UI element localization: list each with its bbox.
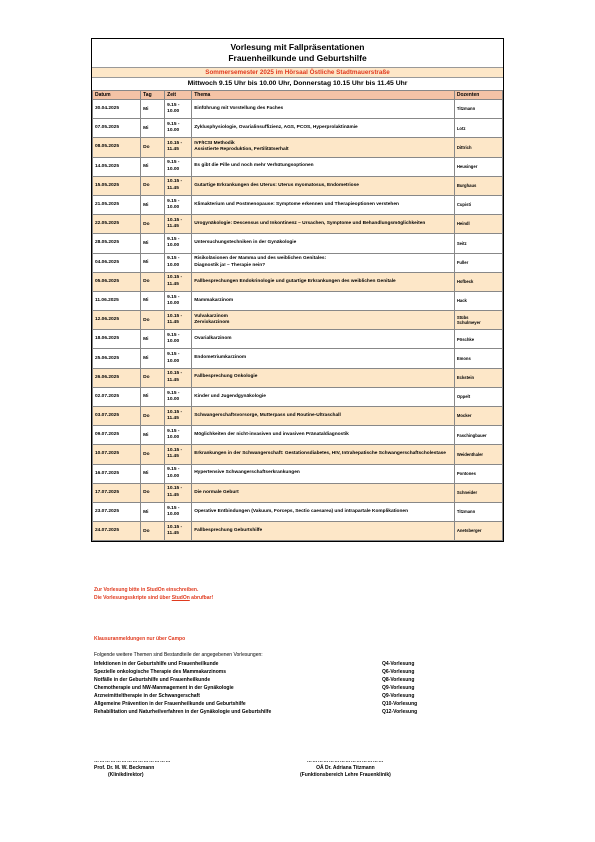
cell-topic: Untersuchungstechniken in der Gynäkologie (192, 234, 455, 253)
schedule-frame (91, 38, 504, 542)
cell-topic: Klimakterium und Postmenopause: Symptome erkennen und Therapieoptionen verstehen (192, 195, 455, 214)
cell-topic: Urogynäkologie: Descensus und Inkontinenz – Ursachen, Symptome und Behandlungsmöglichkeiten (192, 215, 455, 234)
cell-time: 9.15 - 10.00 (165, 195, 192, 214)
exam-topic-lecture: Q9-Vorlesung (382, 693, 415, 699)
cell-lecturer: Faschingbauer (454, 426, 502, 445)
table-row (93, 234, 503, 253)
cell-date: 10.07.2025 (93, 445, 141, 464)
table-row (93, 157, 503, 176)
table-row (93, 407, 503, 426)
table-row (93, 176, 503, 195)
cell-topic: Schwangerschaftsvorsorge, Mutterpass und Routine-Ultraschall (192, 407, 455, 426)
studon-notes (94, 586, 213, 602)
cell-lecturer: Eckstein (454, 368, 502, 387)
exam-topic-item (94, 685, 434, 693)
cell-day: Mi (141, 502, 165, 521)
cell-topic: Gutartige Erkrankungen des Uterus: Uterus myomatosus, Endometriose (192, 176, 455, 195)
cell-lecturer: Heindl (454, 215, 502, 234)
cell-time: 9.15 - 10.00 (165, 464, 192, 483)
cell-topic: Operative Entbindungen (Vakuum, Forceps, Sectio caesarea) und intrapartale Komplikationen (192, 502, 455, 521)
cell-topic: Einführung mit Vorstellung des Faches (192, 100, 455, 119)
cell-day: Do (141, 272, 165, 291)
cell-date: 11.06.2025 (93, 291, 141, 310)
cell-time: 9.15 - 10.00 (165, 253, 192, 272)
cell-day: Do (141, 522, 165, 541)
cell-day: Mi (141, 100, 165, 119)
table-header-row (93, 91, 503, 100)
exam-topic-name: Chemotherapie und NW-Manmagement in der Gynäkologie (94, 685, 234, 691)
cell-lecturer: Pontones (454, 464, 502, 483)
exam-topic-name: Spezielle onkologische Therapie des Mammakarzinoms (94, 669, 226, 675)
cell-time: 9.15 - 10.00 (165, 119, 192, 138)
cell-day: Mi (141, 426, 165, 445)
cell-topic: Kinder und Jugendgynäkologie (192, 387, 455, 406)
cell-day: Do (141, 445, 165, 464)
cell-date: 17.07.2025 (93, 483, 141, 502)
cell-day: Do (141, 176, 165, 195)
cell-topic: Vulvakarzinom Zervixkarzinom (192, 311, 455, 330)
cell-time: 9.15 - 10.00 (165, 157, 192, 176)
cell-day: Mi (141, 387, 165, 406)
cell-topic: Zyklusphysiologie, Ovarialinsuffizienz, AGS, PCOS, Hyperprolaktinämie (192, 119, 455, 138)
table-row (93, 483, 503, 502)
cell-lecturer: Burghaus (454, 176, 502, 195)
cell-time: 10.15 - 11.45 (165, 311, 192, 330)
table-row (93, 387, 503, 406)
cell-day: Mi (141, 349, 165, 368)
cell-topic: Die normale Geburt (192, 483, 455, 502)
cell-day: Mi (141, 157, 165, 176)
cell-date: 12.06.2025 (93, 311, 141, 330)
signature-role: (Klinikdirektor) (108, 772, 144, 778)
lecture-times: Mittwoch 9.15 Uhr bis 10.00 Uhr, Donnerstag 10.15 Uhr bis 11.45 Uhr (187, 80, 408, 87)
table-row (93, 195, 503, 214)
cell-date: 07.05.2025 (93, 119, 141, 138)
cell-date: 02.07.2025 (93, 387, 141, 406)
table-row (93, 368, 503, 387)
cell-time: 10.15 - 11.45 (165, 176, 192, 195)
cell-date: 24.07.2025 (93, 522, 141, 541)
cell-lecturer: Fuller (454, 253, 502, 272)
cell-lecturer: Lotz (454, 119, 502, 138)
cell-time: 10.15 - 11.45 (165, 272, 192, 291)
cell-lecturer: Pöschke (454, 330, 502, 349)
table-row (93, 291, 503, 310)
cell-date: 26.06.2025 (93, 368, 141, 387)
cell-day: Mi (141, 291, 165, 310)
cell-lecturer: Oppelt (454, 387, 502, 406)
column-header-date: Datum (93, 91, 141, 100)
cell-day: Mi (141, 195, 165, 214)
cell-lecturer: Titzmann (454, 100, 502, 119)
studon-note-2-suffix: abrufbar! (189, 595, 214, 601)
exam-topic-lecture: Q10-Vorlesung (382, 701, 418, 707)
studon-note-1: Zur Vorlesung bitte in StudOn einschreiben. (94, 587, 199, 593)
table-row (93, 445, 503, 464)
cell-day: Do (141, 368, 165, 387)
table-row (93, 349, 503, 368)
exam-intro: Folgende weitere Themen sind Bestandteile der angegebenen Vorlesungen: (94, 652, 263, 658)
cell-date: 15.05.2025 (93, 176, 141, 195)
cell-lecturer: Stübs Schulmeyer (454, 311, 502, 330)
table-row (93, 330, 503, 349)
table-row (93, 119, 503, 138)
table-row (93, 311, 503, 330)
table-row (93, 138, 503, 157)
exam-registration-heading: Klausuranmeldungen nur über Campo (94, 636, 186, 642)
cell-date: 23.07.2025 (93, 502, 141, 521)
cell-day: Do (141, 483, 165, 502)
exam-topic-name: Notfälle in der Geburtshilfe und Frauenheilkunde (94, 677, 211, 683)
cell-day: Mi (141, 119, 165, 138)
cell-time: 10.15 - 11.45 (165, 483, 192, 502)
schedule-table (92, 90, 503, 541)
cell-time: 10.15 - 11.45 (165, 445, 192, 464)
semester-banner: Sommersemester 2025 im Hörsaal Östliche Stadtmauerstraße (92, 67, 503, 78)
exam-topic-item (94, 669, 434, 677)
cell-lecturer: Hack (454, 291, 502, 310)
cell-topic: Hypertensive Schwangerschaftserkrankungen (192, 464, 455, 483)
cell-time: 9.15 - 10.00 (165, 426, 192, 445)
cell-time: 10.15 - 11.45 (165, 407, 192, 426)
cell-date: 03.07.2025 (93, 407, 141, 426)
cell-lecturer: Mocker (454, 407, 502, 426)
cell-time: 9.15 - 10.00 (165, 330, 192, 349)
page-title (92, 39, 503, 64)
cell-topic: Risikoläsionen der Mamma und des weiblichen Genitales: Diagnostik ja! – Therapie nein? (192, 253, 455, 272)
exam-topic-lecture: Q8-Vorlesung (382, 677, 415, 683)
exam-topic-name: Infektionen in der Geburtshilfe und Frauenheilkunde (94, 661, 219, 667)
cell-topic: Fallbesprechung Geburtshilfe (192, 522, 455, 541)
cell-day: Mi (141, 234, 165, 253)
cell-lecturer: Cupisti (454, 195, 502, 214)
cell-time: 9.15 - 10.00 (165, 349, 192, 368)
cell-topic: Ovarialkarzinom (192, 330, 455, 349)
signature-line: …………………………………… (306, 758, 384, 764)
cell-topic: IVF/ICSI Methodik Assistierte Reproduktion, Fertilitätserhalt (192, 138, 455, 157)
cell-day: Do (141, 215, 165, 234)
signature-role: (Funktionsbereich Lehre Frauenklinik) (300, 772, 391, 778)
cell-lecturer: Schneider (454, 483, 502, 502)
table-row (93, 215, 503, 234)
cell-time: 10.15 - 11.45 (165, 522, 192, 541)
cell-date: 08.05.2025 (93, 138, 141, 157)
exam-topic-name: Arzneimitteltherapie in der Schwangerschaft (94, 693, 200, 699)
cell-day: Do (141, 138, 165, 157)
table-row (93, 464, 503, 483)
exam-topic-item (94, 701, 434, 709)
column-header-day: Tag (141, 91, 165, 100)
cell-lecturer: Anetsberger (454, 522, 502, 541)
cell-date: 14.05.2025 (93, 157, 141, 176)
cell-lecturer: Heusinger (454, 157, 502, 176)
table-row (93, 253, 503, 272)
table-row (93, 426, 503, 445)
studon-note-2-prefix: Die Vorlesungsskripte sind über (94, 595, 172, 601)
signature-left (94, 758, 171, 779)
exam-topic-lecture: Q9-Vorlesung (382, 685, 415, 691)
cell-lecturer: Hofbeck (454, 272, 502, 291)
cell-lecturer: Dittrich (454, 138, 502, 157)
signature-name: Prof. Dr. M. W. Beckmann (94, 765, 155, 771)
cell-time: 10.15 - 11.45 (165, 215, 192, 234)
cell-lecturer: Weidenthaler (454, 445, 502, 464)
cell-date: 21.05.2025 (93, 195, 141, 214)
exam-topic-item (94, 709, 434, 717)
title-line-2: Frauenheilkunde und Geburtshilfe (228, 53, 367, 63)
cell-topic: Fallbesprechung Onkologie (192, 368, 455, 387)
exam-topic-lecture: Q4-Vorlesung (382, 661, 415, 667)
cell-time: 9.15 - 10.00 (165, 387, 192, 406)
exam-topic-lecture: Q12-Vorlesung (382, 709, 418, 715)
exam-topic-name: Rehabilitation und Naturheilverfahren in der Gynäkologie und Geburtshilfe (94, 709, 272, 715)
cell-date: 28.05.2025 (93, 234, 141, 253)
cell-topic: Mammakarzinom (192, 291, 455, 310)
cell-day: Do (141, 407, 165, 426)
cell-topic: Fallbesprechungen Endokrinologie und gutartige Erkrankungen des weiblichen Genitale (192, 272, 455, 291)
cell-topic: Erkrankungen in der Schwangerschaft: Gestationsdiabetes, HIV, Intrahepatische Schwangerschaftscholestase (192, 445, 455, 464)
cell-topic: Möglichkeiten der nicht-invasiven und invasiven Pränataldiagnostik (192, 426, 455, 445)
exam-topic-item (94, 661, 434, 669)
studon-note-2 (94, 594, 213, 602)
table-row (93, 100, 503, 119)
cell-lecturer: Titzmann (454, 502, 502, 521)
cell-time: 10.15 - 11.45 (165, 368, 192, 387)
cell-day: Do (141, 311, 165, 330)
exam-topic-item (94, 693, 434, 701)
studon-link[interactable]: StudOn (171, 595, 190, 601)
cell-date: 30.04.2025 (93, 100, 141, 119)
cell-topic: Es gibt die Pille und noch mehr Verhütungsoptionen (192, 157, 455, 176)
cell-date: 04.06.2025 (93, 253, 141, 272)
cell-day: Mi (141, 464, 165, 483)
column-header-time: Zeit (165, 91, 192, 100)
column-header-topic: Thema (192, 91, 455, 100)
cell-lecturer: Seitz (454, 234, 502, 253)
cell-date: 05.06.2025 (93, 272, 141, 291)
table-row (93, 272, 503, 291)
cell-date: 25.06.2025 (93, 349, 141, 368)
cell-date: 09.07.2025 (93, 426, 141, 445)
cell-date: 22.05.2025 (93, 215, 141, 234)
cell-date: 18.06.2025 (93, 330, 141, 349)
cell-day: Mi (141, 330, 165, 349)
cell-time: 9.15 - 10.00 (165, 234, 192, 253)
exam-topic-lecture: Q6-Vorlesung (382, 669, 415, 675)
column-header-lecturer: Dozenten (454, 91, 502, 100)
cell-time: 10.15 - 11.45 (165, 138, 192, 157)
exam-topic-name: Allgemeine Prävention in der Frauenheilkunde und Geburtshilfe (94, 701, 246, 707)
signature-name: OÄ Dr. Adriana Titzmann (316, 765, 375, 771)
table-row (93, 522, 503, 541)
exam-topic-item (94, 677, 434, 685)
signature-right (300, 758, 391, 779)
signature-line: …………………………………… (94, 758, 171, 764)
title-line-1: Vorlesung mit Fallpräsentationen (230, 42, 365, 52)
cell-day: Mi (141, 253, 165, 272)
cell-time: 9.15 - 10.00 (165, 291, 192, 310)
cell-date: 16.07.2025 (93, 464, 141, 483)
cell-topic: Endometriumkarzinom (192, 349, 455, 368)
exam-topic-list (94, 661, 434, 717)
cell-lecturer: Emons (454, 349, 502, 368)
cell-time: 9.15 - 10.00 (165, 100, 192, 119)
table-row (93, 502, 503, 521)
cell-time: 9.15 - 10.00 (165, 502, 192, 521)
